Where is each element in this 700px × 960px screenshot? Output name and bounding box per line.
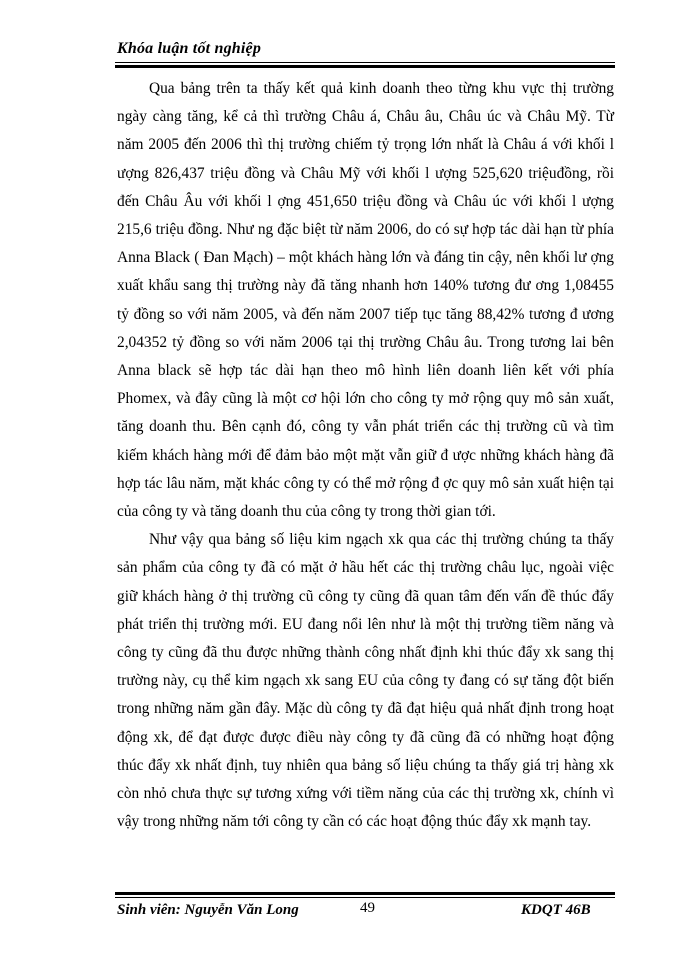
footer-rule-thick — [115, 892, 615, 895]
footer-author: Sinh viên: Nguyễn Văn Long — [117, 902, 299, 918]
header-rule — [115, 62, 615, 63]
header-rule-thick — [115, 65, 615, 68]
paragraph-1: Qua bảng trên ta thấy kết quả kinh doanh theo từng khu vực thị trường ngày càng tăng, kể cả thì trường Châu á, Châu âu, Châu úc và Châu Mỹ. Từ năm 2005 đến 2006 thì thị trường chiếm tỷ trọng lớn nhất là Châu á với khối l ượng 826,437 triệu đồng và Châu Mỹ với khối l ượng 525,620 triệuđồng, rồi đến Châu Âu với khối l ợng 451,650 triệu đồng và Châu úc với khối l ượng 215,6 triệu đồng. Như ng đặc biệt từ năm 2006, do có sự hợp tác dài hạn từ phía Anna Black ( Đan Mạch) – một khách hàng lớn và đáng tin cậy, nên khối lư ợng xuất khẩu sang thị trường này đã tăng nhanh hơn 140% tương đư ơng 1,08455 tỷ đồng so với năm 2005, và đến năm 2007 tiếp tục tăng 88,42% tương đ ương 2,04352 tỷ đồng so với năm 2006 tại thị trường Châu âu. Trong tương lai bên Anna black sẽ hợp tác dài hạn theo mô hình liên doanh liên kết với phía Phomex, và đây cũng là một cơ hội lớn cho công ty mở rộng quy mô sản xuất, tăng doanh thu. Bên cạnh đó, công ty vẫn phát triển các thị trường cũ và tìm kiếm khách hàng mới để đảm bảo một mặt vẫn giữ đ ược những khách hàng đã hợp tác lâu năm, mặt khác công ty có thể mở rộng đ ợc quy mô sản xuất hiện tại của công ty và tăng doanh thu của công ty trong thời gian tới. — [117, 80, 614, 521]
body-text — [117, 75, 614, 836]
footer-class-code: KDQT 46B — [521, 902, 591, 918]
paragraph-2: Như vậy qua bảng số liệu kim ngạch xk qua các thị trường chúng ta thấy sản phẩm của công ty đã có mặt ở hầu hết các thị trường châu lục, ngoài việc giữ khách hàng ở thị trường cũ công ty cũng đã quan tâm đến vấn đề thúc đẩy phát triển thị trường mới. EU đang nổi lên như là một thị trường tiềm năng và công ty cũng đã thu được những thành công nhất định khi thúc đẩy xk sang thị trường này, cụ thể kim ngạch xk sang EU của công ty đang có sự tăng đột biến trong những năm gần đây. Mặc dù công ty đã đạt hiệu quả nhất định trong hoạt động xk, để đạt được được điều này công ty đã cũng đã có những hoạt động thúc đẩy xk nhất định, tuy nhiên qua bảng số liệu chúng ta thấy giá trị hàng xk còn nhỏ chưa thực sự tương xứng với tiềm năng của các thị trường xk, chính vì vậy trong những năm tới công ty cần có các hoạt động thúc đẩy xk mạnh tay. — [117, 531, 614, 831]
footer-rule — [115, 897, 615, 898]
page-number: 49 — [360, 900, 375, 916]
header-title: Khóa luận tốt nghiệp — [117, 40, 262, 57]
